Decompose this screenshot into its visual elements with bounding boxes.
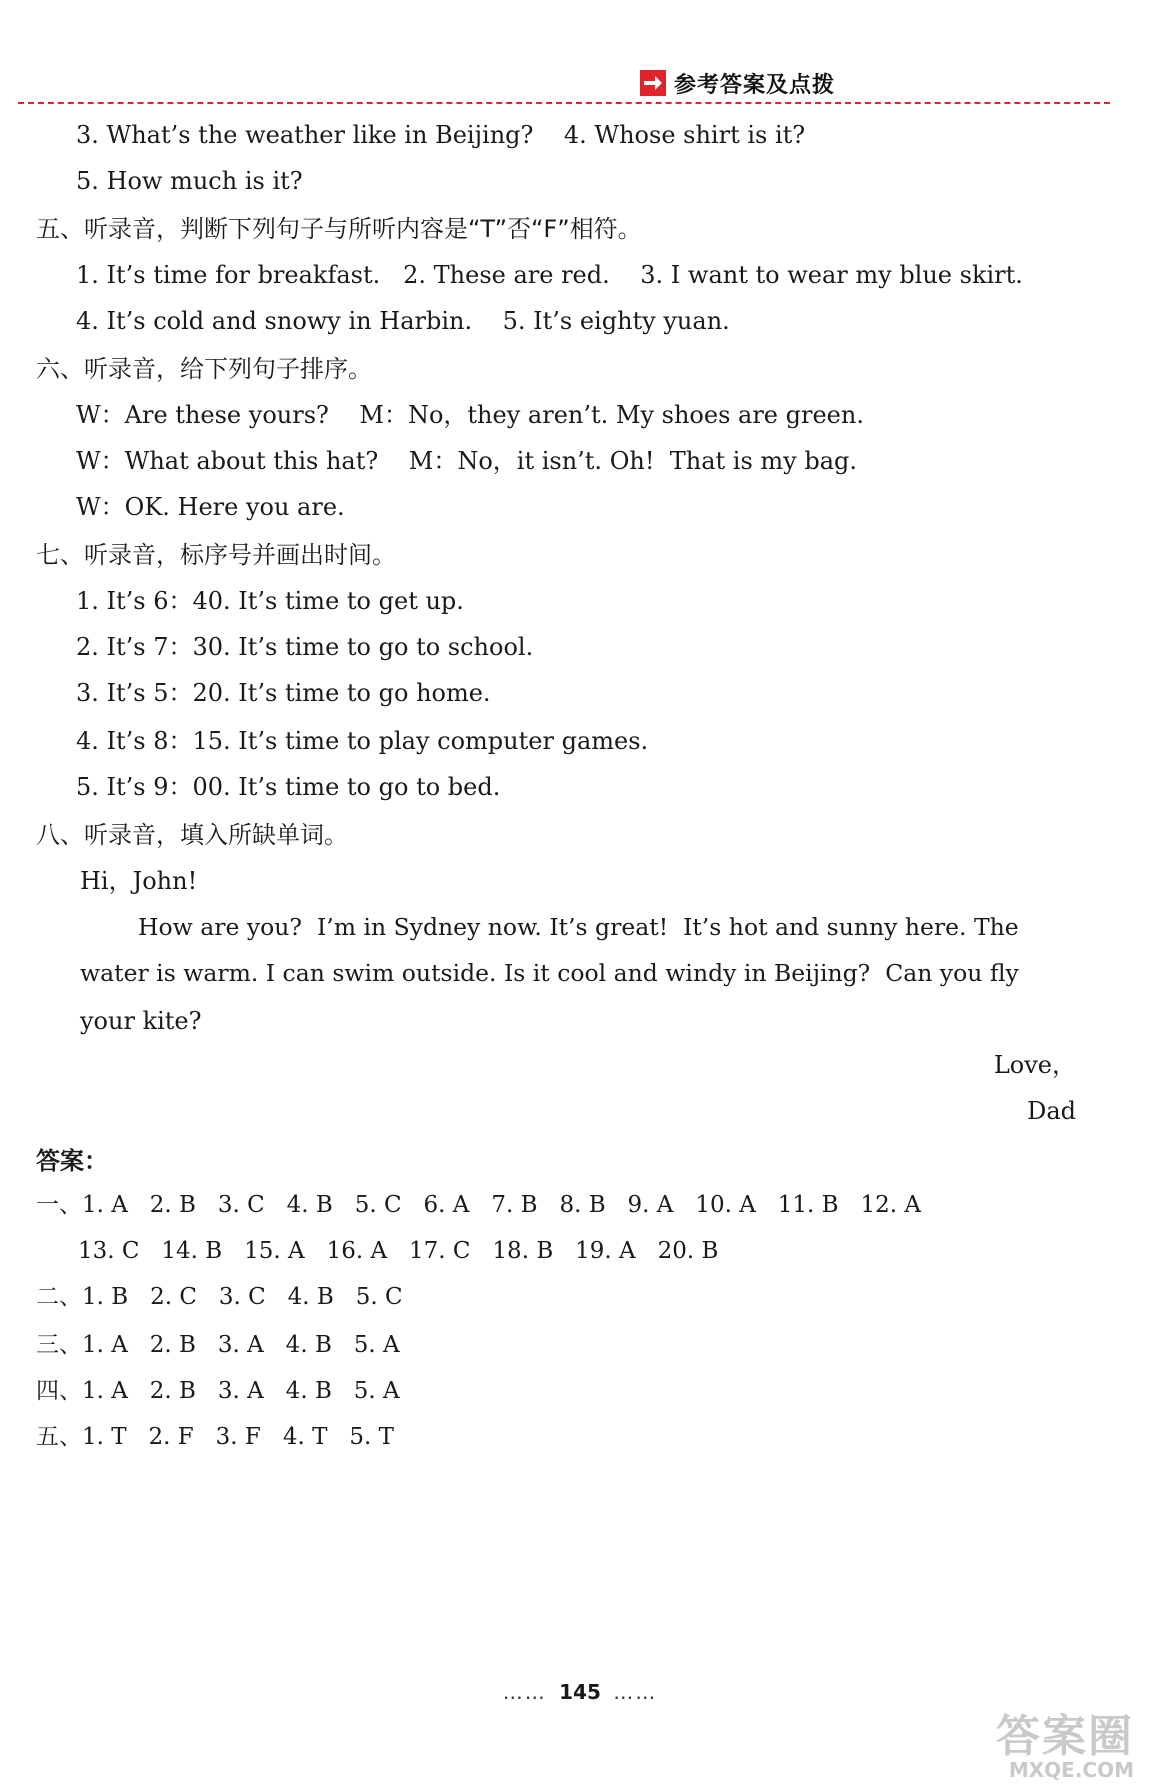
- letter-body: water is warm. I can swim outside. Is it cool and windy in Beijing? Can you fly: [80, 959, 1019, 987]
- text-line: W：What about this hat? M：No，it isn’t. Oh! That is my bag.: [76, 447, 858, 475]
- page-footer: [0, 1680, 1160, 1704]
- section-heading: 七、听录音，标序号并画出时间。: [36, 541, 396, 569]
- letter-body: How are you? I’m in Sydney now. It’s great! It’s hot and sunny here. The: [138, 913, 1019, 941]
- answers-heading: 答案：: [36, 1147, 108, 1175]
- text-line: 4. It’s 8：15. It’s time to play computer games.: [76, 727, 649, 755]
- watermark-logo: [996, 1700, 1134, 1782]
- text-line: 5. How much is it?: [76, 167, 303, 195]
- letter-closing: Love，: [993, 1051, 1076, 1079]
- text-line: 2. It’s 7：30. It’s time to go to school.: [76, 633, 534, 661]
- text-line: 3. What’s the weather like in Beijing? 4. Whose shirt is it?: [76, 121, 806, 149]
- answer-line: 一、1. A 2. B 3. C 4. B 5. C 6. A 7. B 8. B 9. A 10. A 11. B 12. A: [36, 1192, 921, 1218]
- text-line: 4. It’s cold and snowy in Harbin. 5. It’s eighty yuan.: [76, 307, 730, 335]
- answer-line: 13. C 14. B 15. A 16. A 17. C 18. B 19. A 20. B: [78, 1238, 719, 1264]
- section-heading: 五、听录音，判断下列句子与所听内容是“T”否“F”相符。: [36, 215, 642, 243]
- section-heading: 六、听录音，给下列句子排序。: [36, 355, 372, 383]
- header-divider: [18, 102, 1110, 104]
- text-line: W：OK. Here you are.: [76, 493, 345, 521]
- page-header: [640, 66, 835, 100]
- arrow-icon: [640, 70, 666, 96]
- text-line: 5. It’s 9：00. It’s time to go to bed.: [76, 773, 501, 801]
- page-number: 145: [559, 1680, 601, 1704]
- footer-dots-left: ……: [502, 1680, 547, 1704]
- header-title: 参考答案及点拨: [674, 72, 836, 98]
- answer-line: 二、1. B 2. C 3. C 4. B 5. C: [36, 1284, 403, 1310]
- letter-greeting: Hi，John!: [80, 867, 198, 895]
- answer-line: 三、1. A 2. B 3. A 4. B 5. A: [36, 1332, 400, 1358]
- text-line: W：Are these yours? M：No，they aren’t. My shoes are green.: [76, 401, 864, 429]
- answer-line: 五、1. T 2. F 3. F 4. T 5. T: [36, 1424, 394, 1450]
- text-line: 1. It’s 6：40. It’s time to get up.: [76, 587, 464, 615]
- section-heading: 八、听录音，填入所缺单词。: [36, 821, 348, 849]
- text-line: 1. It’s time for breakfast. 2. These are red. 3. I want to wear my blue skirt.: [76, 261, 1023, 289]
- text-line: 3. It’s 5：20. It’s time to go home.: [76, 679, 491, 707]
- watermark-text: 答案圈: [996, 1711, 1134, 1762]
- answer-line: 四、1. A 2. B 3. A 4. B 5. A: [36, 1378, 400, 1404]
- footer-dots-right: ……: [613, 1680, 658, 1704]
- letter-body: your kite?: [80, 1007, 202, 1035]
- watermark-url: MXQE.COM: [1008, 1758, 1134, 1782]
- letter-signature: Dad: [1027, 1097, 1076, 1125]
